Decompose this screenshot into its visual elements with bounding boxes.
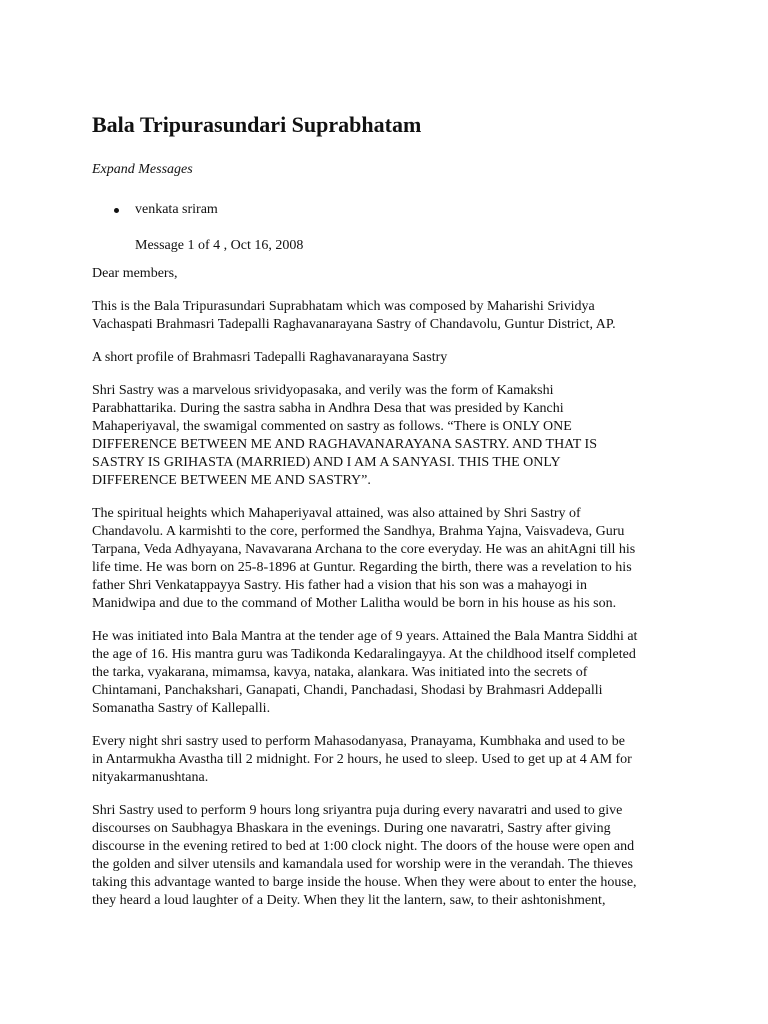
paragraph: Shri Sastry used to perform 9 hours long sriyantra puja during every navaratri and used to give discourses on Saubhagya Bhaskara in the evenings. During one navaratri, Sastry after giving discourse in the evening retired to bed at 1:00 clock night. The doors of the house were open and the golden and silver utensils and kamandala used for worship were in the verandah. The thieves taking this advantage wanted to barge inside the house. When they were about to enter the house, they heard a loud laughter of a Deity. When they lit the lantern, saw, to their ashtonishment, [92, 803, 637, 908]
page-title: Bala Tripurasundari Suprabhatam [92, 112, 422, 137]
paragraph: He was initiated into Bala Mantra at the tender age of 9 years. Attained the Bala Mantra Siddhi at the age of 16. His mantra guru was Tadikonda Kedaralingayya. At the childhood itself completed the tarka, vyakarana, mimamsa, kavya, nataka, alankara. Was initiated into the secrets of Chintamani, Panchakshari, Ganapati, Chandi, Panchadasi, Shodasi by Brahmasri Addepalli Somanatha Sastry of Kallepalli. [92, 629, 638, 716]
paragraph: Every night shri sastry used to perform Mahasodanyasa, Pranayama, Kumbhaka and used to be in Antarmukha Avastha till 2 midnight. For 2 hours, he used to sleep. Used to get up at 4 AM for nityakarmanushtana. [92, 734, 632, 785]
paragraph: This is the Bala Tripurasundari Suprabhatam which was composed by Maharishi Srividya Vachaspati Brahmasri Tadepalli Raghavanarayana Sastry of Chandavolu, Guntur District, AP. [92, 299, 616, 332]
paragraph: Dear members, [92, 266, 178, 281]
expand-messages-link[interactable]: Expand Messages [92, 162, 193, 177]
paragraph: A short profile of Brahmasri Tadepalli Raghavanarayana Sastry [92, 350, 448, 365]
author-list-item [114, 201, 692, 219]
paragraph: The spiritual heights which Mahaperiyaval attained, was also attained by Shri Sastry of Chandavolu. A karmishti to the core, performed the Sandhya, Brahma Yajna, Vaisvadeva, Guru Tarpana, Veda Adhyayana, Navavarana Archana to the core everyday. He was an ahitAgni till his life time. He was born on 25-8-1896 at Guntur. Regarding the birth, there was a revelation to his father Shri Venkatappayya Sastry. His father had a vision that his son was a mahayogi in Manidwipa and due to the command of Mother Lalitha would be born in his house as his son. [92, 506, 636, 611]
message-meta: Message 1 of 4 , Oct 16, 2008 [135, 238, 304, 253]
message-page [92, 111, 692, 925]
paragraph: Shri Sastry was a marvelous srividyopasaka, and verily was the form of Kamakshi Parabhattarika. During the sastra sabha in Andhra Desa that was presided by Kanchi Mahaperiyaval, the swamigal commented on sastry as follows. “There is ONLY ONE DIFFERENCE BETWEEN ME AND RAGHAVANARAYANA SASTRY. AND THAT IS SASTRY IS GRIHASTA (MARRIED) AND I AM A SANYASI. THIS THE ONLY DIFFERENCE BETWEEN ME AND SASTRY”. [92, 383, 597, 488]
author-name[interactable]: venkata sriram [135, 202, 218, 217]
message-body [92, 265, 692, 910]
bullet-icon [114, 208, 119, 213]
